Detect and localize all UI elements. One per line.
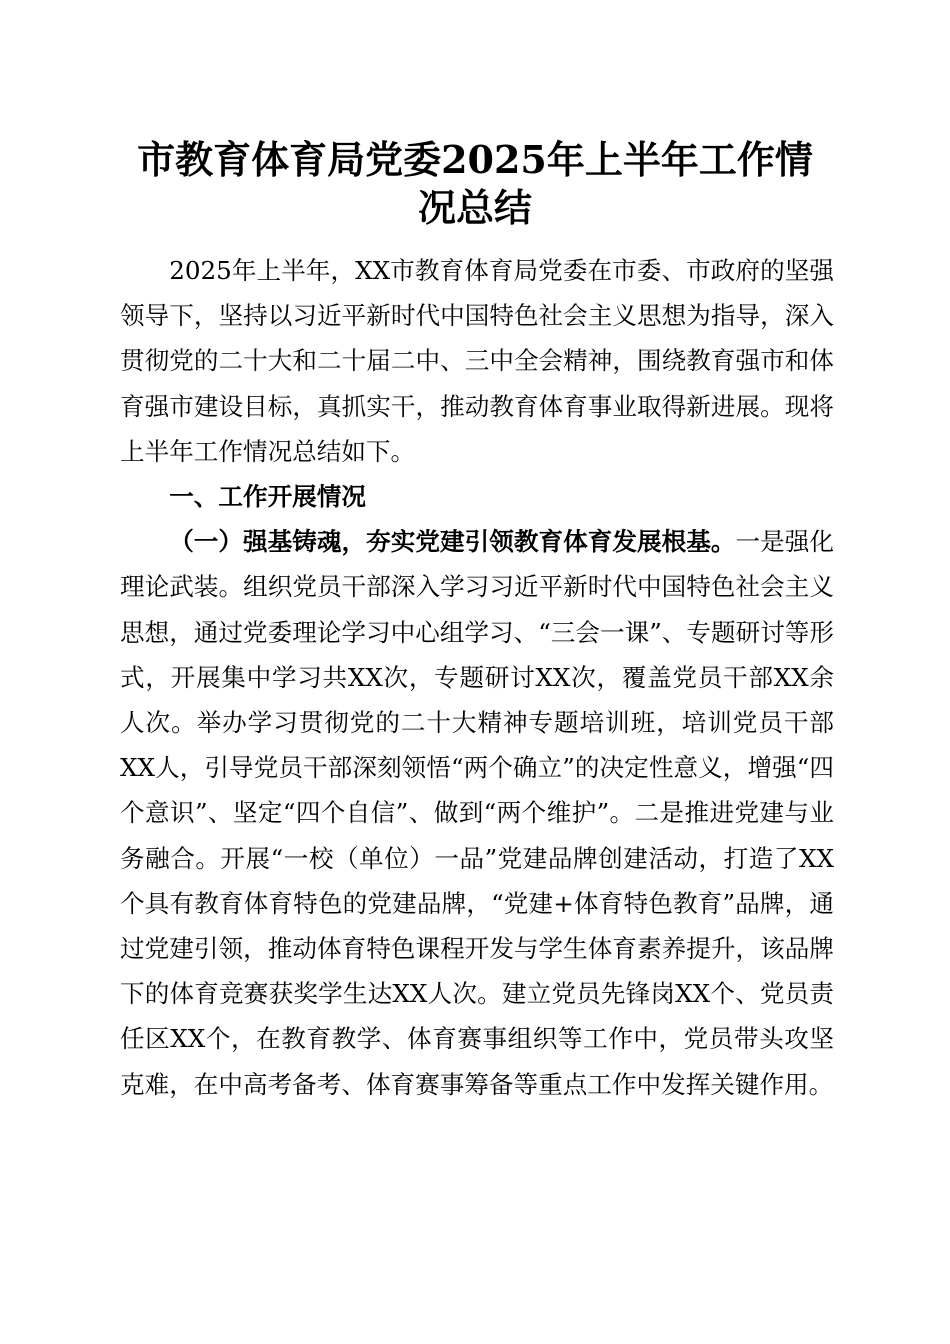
intro-paragraph: 2025年上半年，XX市教育体育局党委在市委、市政府的坚强领导下，坚持以习近平新时代中国特色社会主义思想为指导，深入贯彻党的二十大和二十届二中、三中全会精神，围绕教育强市和体育强市建设目标，真抓实干，推动教育体育事业取得新进展。现将上半年工作情况总结如下。 xyxy=(120,256,834,466)
document-body xyxy=(120,248,834,1107)
subsection-heading: （一）强基铸魂，夯实党建引领教育体育发展根基。 xyxy=(169,527,736,557)
section-heading: 一、工作开展情况 xyxy=(169,482,366,512)
document-title: 市教育体育局党委2025年上半年工作情况总结 xyxy=(137,137,813,230)
subsection-paragraph xyxy=(120,519,834,1107)
subsection-body: 一是强化理论武装。组织党员干部深入学习习近平新时代中国特色社会主义思想，通过党委理论学习中心组学习、“三会一课”、专题研讨等形式，开展集中学习共XX次，专题研讨XX次，覆盖党员干部XX余人次。举办学习贯彻党的二十大精神专题培训班，培训党员干部XX人，引导党员干部深刻领悟“两个确立”的决定性意义，增强“四个意识”、坚定“四个自信”、做到“两个维护”。二是推进党建与业务融合。开展“一校（单位）一品”党建品牌创建活动，打造了XX个具有教育体育特色的党建品牌，“党建+体育特色教育”品牌，通过党建引领，推动体育特色课程开发与学生体育素养提升，该品牌下的体育竞赛获奖学生达XX人次。建立党员先锋岗XX个、党员责任区XX个，在教育教学、体育赛事组织等工作中，党员带头攻坚克难，在中高考备考、体育赛事筹备等重点工作中发挥关键作用。 xyxy=(120,527,834,1099)
